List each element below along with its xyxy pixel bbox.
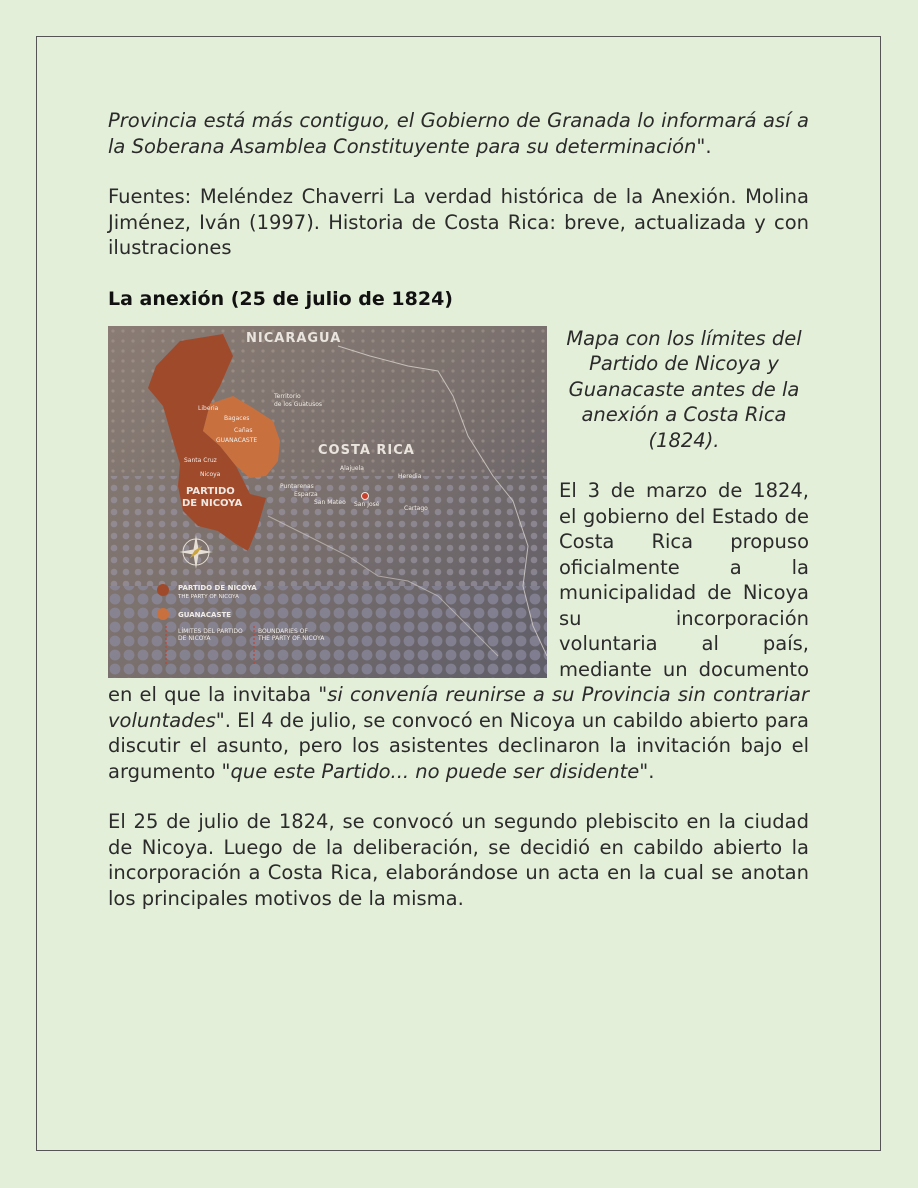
legend-guanacaste: GUANACASTE (178, 610, 232, 619)
legend-boundaries2: THE PARTY OF NICOYA (258, 634, 325, 642)
label-partido: PARTIDO (186, 485, 235, 497)
historical-map (108, 326, 547, 678)
place-esparza: Esparza (294, 490, 318, 498)
paragraph-quote-end (108, 108, 809, 159)
section-heading: La anexión (25 de julio de 1824) (108, 287, 453, 310)
map-image (108, 326, 547, 678)
place-alajuela: Alajuela (340, 464, 364, 472)
place-san-mateo: San Mateo (314, 498, 346, 506)
place-guatusos: de los Guatusos (274, 400, 322, 408)
paragraph-july: El 25 de julio de 1824, se convocó un segundo plebiscito en la ciudad de Nicoya. Luego de la deliberación, se decidió en cabildo abierto la incorporación a Costa Rica, elaborándose un acta en la cual se anotan los principales motivos de la misma. (108, 810, 809, 910)
legend-limites2: DE NICOYA (178, 634, 211, 642)
place-territorio: Territorio (274, 392, 301, 400)
place-canas: Cañas (234, 426, 253, 434)
place-santa-cruz: Santa Cruz (184, 456, 217, 464)
legend-limites: LÍMITES DEL PARTIDO (178, 627, 243, 635)
place-guanacaste: GUANACASTE (216, 436, 258, 444)
quote-text: Provincia está más contiguo, el Gobierno de Granada lo informará así a la Soberana Asamblea Constituyente para su determinación (108, 109, 809, 158)
map-caption: Mapa con los límites del Partido de Nicoya y Guanacaste antes de la anexión a Costa Rica (1824). (566, 326, 802, 452)
text-segment: El 3 de marzo de 1824, el gobierno del Estado de Costa Rica propuso oficialmente a la municipalidad de Nicoya su incorporación voluntaria al país, mediante un documento en el que la invitaba " (108, 479, 809, 706)
paragraph-sources: Fuentes: Meléndez Chaverri La verdad histórica de la Anexión. Molina Jiménez, Iván (1997). Historia de Costa Rica: breve, actualizada y con ilustraciones (108, 185, 809, 259)
text-segment: ". (639, 759, 655, 783)
quote-disidente: que este Partido... no puede ser disidente (230, 759, 640, 783)
label-de-nicoya: DE NICOYA (182, 497, 243, 509)
legend-partido: PARTIDO DE NICOYA (178, 583, 257, 592)
place-nicoya: Nicoya (200, 470, 221, 478)
place-heredia: Heredia (398, 472, 422, 480)
place-san-jose: San José (354, 500, 380, 508)
quote-convenia: si convenía reunirse a su Provincia sin contrariar voluntades (108, 683, 809, 732)
place-bagaces: Bagaces (224, 414, 250, 422)
label-costa-rica: COSTA RICA (318, 442, 415, 458)
quote-close: ". (696, 134, 712, 158)
place-cartago: Cartago (404, 504, 428, 512)
place-liberia: Liberia (198, 404, 219, 412)
document-body (108, 108, 809, 911)
place-puntarenas: Puntarenas (280, 482, 314, 490)
label-nicaragua: NICARAGUA (246, 330, 342, 346)
text-segment: ". El 4 de julio, se convocó en Nicoya un cabildo abierto para discutir el asunto, pero los asistentes declinaron la invitación bajo el argumento " (108, 708, 809, 783)
legend-boundaries: BOUNDARIES OF (258, 627, 308, 635)
legend-partido-en: THE PARTY OF NICOYA (178, 593, 239, 600)
